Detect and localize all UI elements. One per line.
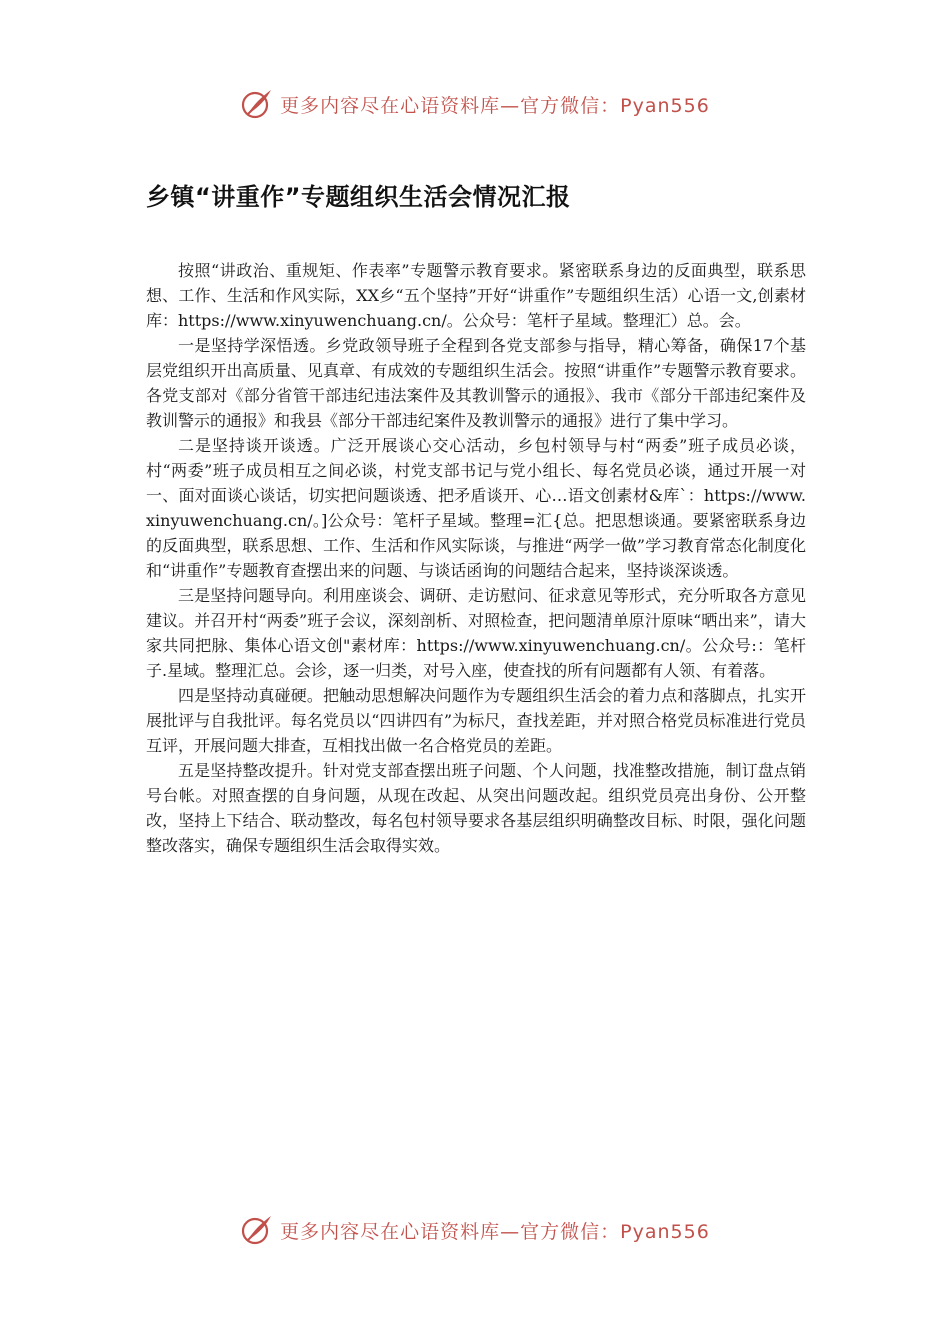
paragraph-2: 二是坚持谈开谈透。广泛开展谈心交心活动，乡包村领导与村“两委”班子成员必谈，村“两委”班子成员相互之间必谈，村党支部书记与党小组长、每名党员必谈，通过开展一对一、面对面谈心谈话，切实把问题谈透、把矛盾谈开、心…语文创素材&库`：https://www.xinyuwenchuang.cn/。]公众号：笔杆子星域。整理=汇{总。把思想谈通。要紧密联系身边的反面典型，联系思想、工作、生活和作风实际谈，与推进“两学一做”学习教育常态化制度化和“讲重作”专题教育查摆出来的问题、与谈话函询的问题结合起来，坚持谈深谈透。 bbox=[146, 436, 806, 580]
document-title: 乡镇“讲重作”专题组织生活会情况汇报 bbox=[146, 183, 571, 211]
paragraph-3: 三是坚持问题导向。利用座谈会、调研、走访慰问、征求意见等形式，充分听取各方意见建议。并召开村“两委”班子会议，深刻剖析、对照检查，把问题清单原汁原味“晒出来”，请大家共同把脉、集体心语文创"素材库：https://www.xinyuwenchuang.cn/。公众号:：笔杆子.星域。整理汇总。会诊，逐一归类，对号入座，使查找的所有问题都有人领、有着落。 bbox=[146, 586, 806, 680]
paragraph-4: 四是坚持动真碰硬。把触动思想解决问题作为专题组织生活会的着力点和落脚点，扎实开展批评与自我批评。每名党员以“四讲四有”为标尺，查找差距，并对照合格党员标准进行党员互评，开展问题大排查，互相找出做一名合格党员的差距。 bbox=[146, 686, 806, 755]
footer-banner-text: 更多内容尽在心语资料库—官方微信：Pyan556 bbox=[280, 1220, 710, 1243]
paragraph-intro: 按照“讲政治、重规矩、作表率”专题警示教育要求。紧密联系身边的反面典型，联系思想、工作、生活和作风实际，XX乡“五个坚持”开好“讲重作”专题组织生活）心语一文,创素材库：https://www.xinyuwenchuang.cn/。公众号：笔杆子星域。整理汇）总。会。 bbox=[146, 261, 806, 330]
quill-logo-icon bbox=[240, 1213, 274, 1247]
footer-banner bbox=[0, 1210, 950, 1250]
paragraph-1: 一是坚持学深悟透。乡党政领导班子全程到各党支部参与指导，精心筹备，确保17个基层党组织开出高质量、见真章、有成效的专题组织生活会。按照“讲重作”专题警示教育要求。各党支部对《部分省管干部违纪违法案件及其教训警示的通报》、我市《部分干部违纪案件及教训警示的通报》和我县《部分干部违纪案件及教训警示的通报》进行了集中学习。 bbox=[146, 336, 806, 430]
header-wechat-id: Pyan556 bbox=[620, 94, 710, 117]
quill-logo-icon bbox=[240, 87, 274, 121]
paragraph-5: 五是坚持整改提升。针对党支部查摆出班子问题、个人问题，找准整改措施，制订盘点销号台帐。对照查摆的自身问题，从现在改起、从突出问题改起。组织党员亮出身份、公开整改，坚持上下结合、联动整改，每名包村领导要求各基层组织明确整改目标、时限，强化问题整改落实，确保专题组织生活会取得实效。 bbox=[146, 761, 806, 855]
header-banner bbox=[0, 84, 950, 124]
footer-wechat-id: Pyan556 bbox=[620, 1220, 710, 1243]
header-banner-text: 更多内容尽在心语资料库—官方微信：Pyan556 bbox=[280, 94, 710, 117]
document-body bbox=[146, 258, 806, 858]
